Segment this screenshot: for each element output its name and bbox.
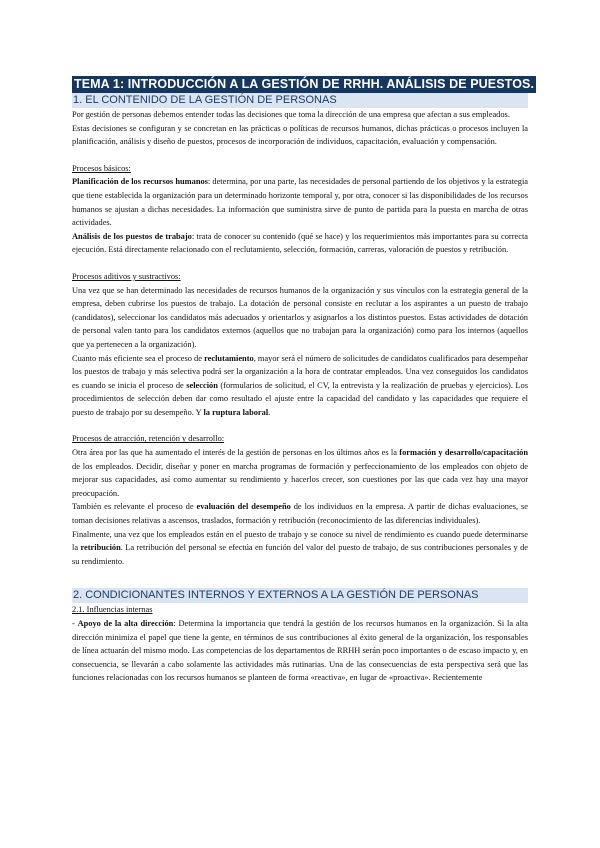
paragraph: Por gestión de personas debemos entender todas las decisiones que toma la dirección de una empresa que afectan a sus empleados. [72,110,510,119]
subsection-title: Procesos básicos: [72,163,131,173]
bold-term: selección [186,380,218,390]
subsection-title: 2.1. Influencias internas [72,605,153,615]
subsection-title: Procesos aditivos y sustractivos: [72,271,181,281]
bold-term: Análisis de los puestos de trabajo [72,231,192,241]
document-page [72,76,535,685]
subsection-title: Procesos de atracción, retención y desarrollo: [72,434,225,444]
section-2-heading: 2. CONDICIONANTES INTERNOS Y EXTERNOS A LA GESTIÓN DE PERSONAS [72,588,528,603]
document-title: TEMA 1: INTRODUCCIÓN A LA GESTIÓN DE RRHH. ANÁLISIS DE PUESTOS. [74,77,535,91]
bold-term: Planificación de los recursos humanos [72,177,208,187]
paragraph: - Apoyo de la alta dirección: Determina la importancia que tendrá la gestión de los recursos humanos en la organización. Si la alta dirección minimiza el papel que tiene la gente, en términos de sus contribuciones al éxito general de la organización, los responsables de línea actuarán del mismo modo. Las competencias de los departamentos de RRHH serán poco importantes o de escaso impacto y, en consecuencia, se llevarán a cabo solamente las actividades más rutinarias. Una de las consecuencias de esta perspectiva será que las funciones relacionadas con los recursos humanos se planteen de forma «reactiva», en lugar de «proactiva». Recientemente [72,619,528,683]
bold-term: Apoyo de la alta dirección [77,619,174,628]
bold-term: la ruptura laboral [203,407,269,417]
paragraph: Finalmente, una vez que los empleados están en el puesto de trabajo y se conoce su nivel de rendimiento es cuando puede determinarse la retribución. La retribución del personal se efectúa en función del valor del puesto de trabajo, de sus contribuciones personales y de su rendimiento. [72,529,528,566]
paragraph: Una vez que se han determinado las necesidades de recursos humanos de la organización y sus vínculos con la estrategia general de la empresa, deben cubrirse los puestos de trabajo. La dotación de personal consiste en reclutar a los aspirantes a un puesto de trabajo (candidatos), seleccionar los candidatos más adecuados y orientarlos y asignarlos a los distintos puestos. Estas actividades de dotación de personal valen tanto para los candidatos externos (aquellos que no trabajan para la organización) como para los internos (aquellos que ya pertenecen a la organización). [72,285,528,349]
bold-term: formación y desarrollo/capacitación [399,448,528,458]
paragraph: Estas decisiones se configuran y se concretan en las prácticas o políticas de recursos humanos, dichas prácticas o procesos incluyen la planificación, análisis y diseño de puestos, procesos de incorporación de individuos, capacitación, evaluación y compensación. [72,123,528,147]
paragraph: Cuanto más eficiente sea el proceso de reclutamiento, mayor será el número de solicitudes de candidatos cualificados para desempeñar los puestos de trabajo y más selectiva podrá ser la organización a la hora de contratar empleados. Una vez conseguidos los candidatos es cuando se inicia el proceso de selección (formularios de solicitud, el CV, la entrevista y la realización de pruebas y ejercicios). Los procedimientos de selección deben dar como resultado el ajuste entre la capacidad del candidato y las capacidades que requiere el puesto de trabajo por su desempeño. Y la ruptura laboral. [72,353,528,417]
paragraph: Otra área por las que ha aumentado el interés de la gestión de personas en los últimos años es la formación y desarrollo/capacitación de los empleados. Decidir, diseñar y poner en marcha programas de formación y perfeccionamiento de los empleados con objeto de mejorar sus capacidades, así como aumentar su rendimiento y hacerlos crecer, son cuestiones por las que cada vez hay una mayor preocupación. [72,448,528,498]
bold-term: reclutamiento [204,353,254,363]
section-1-heading: 1. EL CONTENIDO DE LA GESTIÓN DE PERSONAS [72,93,528,108]
bold-term: evaluación del desempeño [196,502,291,512]
paragraph: También es relevante el proceso de evaluación del desempeño de los individuos en la empresa. A partir de dichas evaluaciones, se toman decisiones relativas a ascensos, traslados, formación y retribución (reconocimiento de las diferencias individuales). [72,502,528,526]
paragraph: Análisis de los puestos de trabajo: trata de conocer su contenido (qué se hace) y los requerimientos más importantes para su correcta ejecución. Está directamente relacionado con el reclutamiento, selección, formación, carreras, valoración de puestos y retribución. [72,231,528,255]
bold-term: retribución [80,543,121,553]
paragraph: Planificación de los recursos humanos: determina, por una parte, las necesidades de personal partiendo de los objetivos y la estrategia que tiene establecida la organización para un determinado horizonte temporal y, por otra, conocer si las disponibilidades de los recursos humanos se ajustan a dichas necesidades. La información que suministra sirve de punto de partida para la puesta en marcha de otras actividades. [72,177,528,228]
